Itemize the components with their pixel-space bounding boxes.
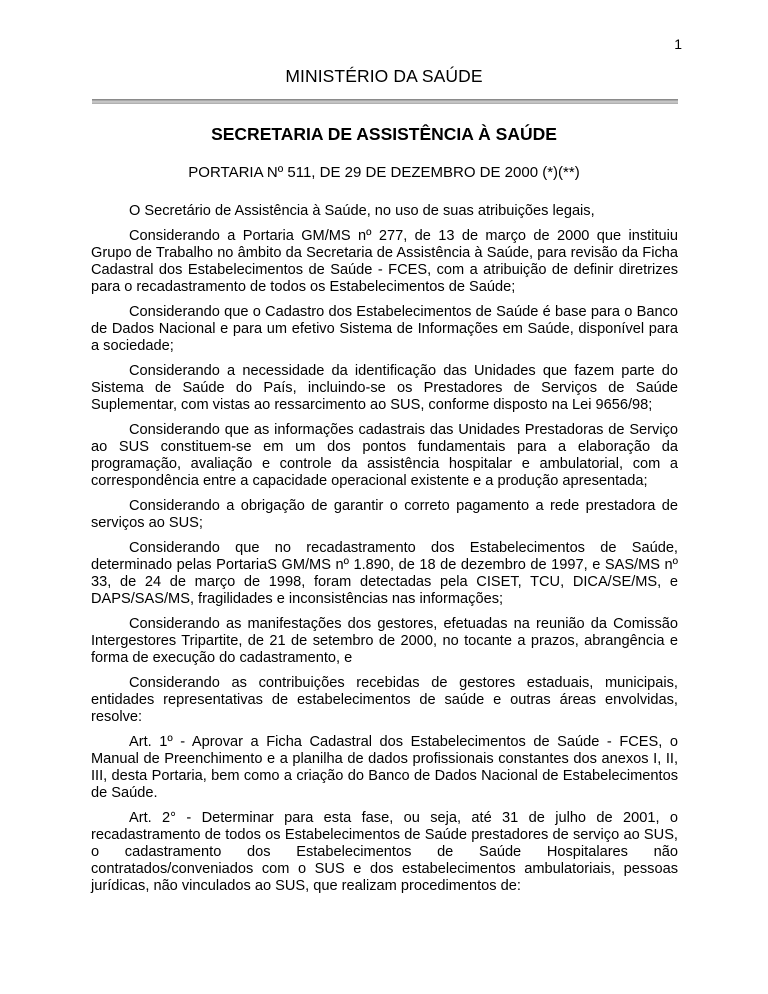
ministry-heading: MINISTÉRIO DA SAÚDE (285, 66, 483, 86)
paragraph-considerando-1: Considerando a Portaria GM/MS nº 277, de 13 de março de 2000 que instituiu Grupo de Trabalho no âmbito da Secretaria de Assistência à Saúde, para revisão da Ficha Cadastral dos Estabelecimentos de Saúde - FCES, com a atribuição de definir diretrizes para o recadastramento de todos os Estabelecimentos de Saúde; (91, 228, 678, 295)
paragraph-art-1: Art. 1º - Aprovar a Ficha Cadastral dos Estabelecimentos de Saúde - FCES, o Manual de Preenchimento e a planilha de dados profissionais constantes dos anexos I, II, III, desta Portaria, bem como a criação do Banco de Dados Nacional de Estabelecimentos de Saúde. (91, 734, 678, 801)
paragraph-considerando-4: Considerando que as informações cadastrais das Unidades Prestadoras de Serviço ao SUS constituem-se em um dos pontos fundamentais para a elaboração da programação, avaliação e controle da assistência hospitalar e ambulatorial, com a correspondência entre a capacidade operacional existente e a produção apresentada; (91, 422, 678, 489)
paragraph-considerando-3: Considerando a necessidade da identificação das Unidades que fazem parte do Sistema de Saúde do País, incluindo-se os Prestadores de Serviços de Saúde Suplementar, com vistas ao ressarcimento ao SUS, conforme disposto na Lei 9656/98; (91, 363, 678, 413)
paragraph-considerando-5: Considerando a obrigação de garantir o correto pagamento a rede prestadora de serviços ao SUS; (91, 498, 678, 531)
portaria-title: PORTARIA Nº 511, DE 29 DE DEZEMBRO DE 2000 (*)(**) (188, 164, 580, 181)
document-body (91, 203, 678, 903)
paragraph-intro: O Secretário de Assistência à Saúde, no uso de suas atribuições legais, (129, 203, 595, 219)
paragraph-considerando-6: Considerando que no recadastramento dos Estabelecimentos de Saúde, determinado pelas PortariaS GM/MS nº 1.890, de 18 de dezembro de 1997, e SAS/MS nº 33, de 24 de março de 1998, foram detectadas pela CISET, TCU, DICA/SE/MS, e DAPS/SAS/MS, fragilidades e inconsistências nas informações; (91, 540, 678, 607)
paragraph-considerando-7: Considerando as manifestações dos gestores, efetuadas na reunião da Comissão Intergestores Tripartite, de 21 de setembro de 2000, no tocante a prazos, abrangência e forma de execução do cadastramento, e (91, 616, 678, 666)
page-number: 1 (674, 36, 682, 52)
paragraph-considerando-2: Considerando que o Cadastro dos Estabelecimentos de Saúde é base para o Banco de Dados Nacional e para um efetivo Sistema de Informações em Saúde, disponível para a sociedade; (91, 304, 678, 354)
secretaria-heading: SECRETARIA DE ASSISTÊNCIA À SAÚDE (211, 124, 557, 144)
paragraph-art-2: Art. 2° - Determinar para esta fase, ou seja, até 31 de julho de 2001, o recadastramento de todos os Estabelecimentos de Saúde prestadores de serviço ao SUS, o cadastramento dos Estabelecimentos de Saúde Hospitalares não contratados/conveniados com o SUS e dos estabelecimentos ambulatoriais, pessoas jurídicas, não vinculados ao SUS, que realizam procedimentos de: (91, 810, 678, 894)
header-divider (92, 99, 678, 104)
paragraph-considerando-8: Considerando as contribuições recebidas de gestores estaduais, municipais, entidades representativas de estabelecimentos de saúde e outras áreas envolvidas, resolve: (91, 675, 678, 725)
